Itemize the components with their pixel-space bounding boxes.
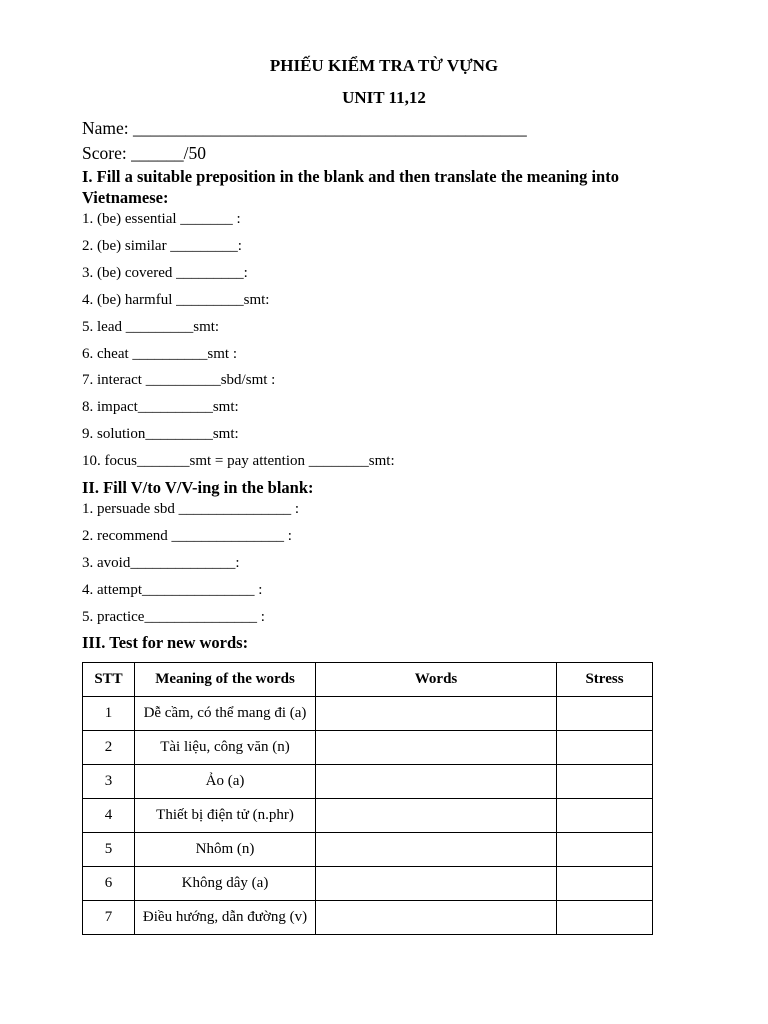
words-answer-cell[interactable] [316, 799, 557, 833]
score-line: Score: ______/50 [82, 143, 206, 163]
words-answer-cell[interactable] [316, 901, 557, 935]
section-2-heading: II. Fill V/to V/V-ing in the blank: [82, 478, 314, 497]
stt-cell: 2 [83, 731, 135, 765]
section-2-item: 4. attempt_______________ : [82, 582, 263, 598]
table-row [83, 833, 653, 867]
stress-answer-cell[interactable] [557, 799, 653, 833]
meaning-cell: Dễ cầm, có thể mang đi (a) [135, 697, 316, 731]
section-1-item: 2. (be) similar _________: [82, 238, 242, 254]
section-1-item: 8. impact__________smt: [82, 399, 239, 415]
words-answer-cell[interactable] [316, 731, 557, 765]
table-row [83, 867, 653, 901]
unit-title: UNIT 11,12 [342, 88, 426, 107]
table-row [83, 799, 653, 833]
section-1-item: 6. cheat __________smt : [82, 346, 237, 362]
stress-answer-cell[interactable] [557, 901, 653, 935]
words-answer-cell[interactable] [316, 765, 557, 799]
header-stress: Stress [557, 663, 653, 697]
section-1-item: 4. (be) harmful _________smt: [82, 292, 270, 308]
words-answer-cell[interactable] [316, 867, 557, 901]
section-2-item: 2. recommend _______________ : [82, 528, 292, 544]
name-line: Name: _____________________________________________ [82, 118, 527, 138]
section-1-item: 5. lead _________smt: [82, 319, 220, 335]
section-1-item: 1. (be) essential _______ : [82, 211, 241, 227]
section-2-item: 5. practice_______________ : [82, 609, 265, 625]
section-2-item: 1. persuade sbd _______________ : [82, 501, 300, 517]
table-row [83, 901, 653, 935]
header-stt: STT [83, 663, 135, 697]
vocabulary-table [82, 662, 653, 935]
stress-answer-cell[interactable] [557, 731, 653, 765]
stt-cell: 5 [83, 833, 135, 867]
stress-answer-cell[interactable] [557, 765, 653, 799]
section-1-item: 9. solution_________smt: [82, 426, 239, 442]
stress-answer-cell[interactable] [557, 867, 653, 901]
table-header-row [83, 663, 653, 697]
header-words: Words [316, 663, 557, 697]
words-answer-cell[interactable] [316, 833, 557, 867]
meaning-cell: Thiết bị điện tử (n.phr) [135, 799, 316, 833]
stt-cell: 7 [83, 901, 135, 935]
stt-cell: 4 [83, 799, 135, 833]
header-meaning: Meaning of the words [135, 663, 316, 697]
meaning-cell: Tài liệu, công văn (n) [135, 731, 316, 765]
table-row [83, 765, 653, 799]
table-row [83, 731, 653, 765]
meaning-cell: Không dây (a) [135, 867, 316, 901]
stress-answer-cell[interactable] [557, 697, 653, 731]
stt-cell: 6 [83, 867, 135, 901]
section-2-item: 3. avoid______________: [82, 555, 240, 571]
worksheet-title: PHIẾU KIỂM TRA TỪ VỰNG [269, 56, 499, 75]
section-1-item: 7. interact __________sbd/smt : [82, 372, 276, 388]
words-answer-cell[interactable] [316, 697, 557, 731]
section-3-heading: III. Test for new words: [82, 633, 249, 652]
section-1-item: 10. focus_______smt = pay attention ________smt: [82, 453, 395, 469]
meaning-cell: Nhôm (n) [135, 833, 316, 867]
meaning-cell: Ảo (a) [135, 765, 316, 799]
meaning-cell: Điều hướng, dẫn đường (v) [135, 901, 316, 935]
stt-cell: 1 [83, 697, 135, 731]
table-row [83, 697, 653, 731]
section-1-item: 3. (be) covered _________: [82, 265, 248, 281]
stress-answer-cell[interactable] [557, 833, 653, 867]
stt-cell: 3 [83, 765, 135, 799]
section-1-heading: I. Fill a suitable preposition in the blank and then translate the meaning into Vietnamese: [82, 167, 619, 207]
